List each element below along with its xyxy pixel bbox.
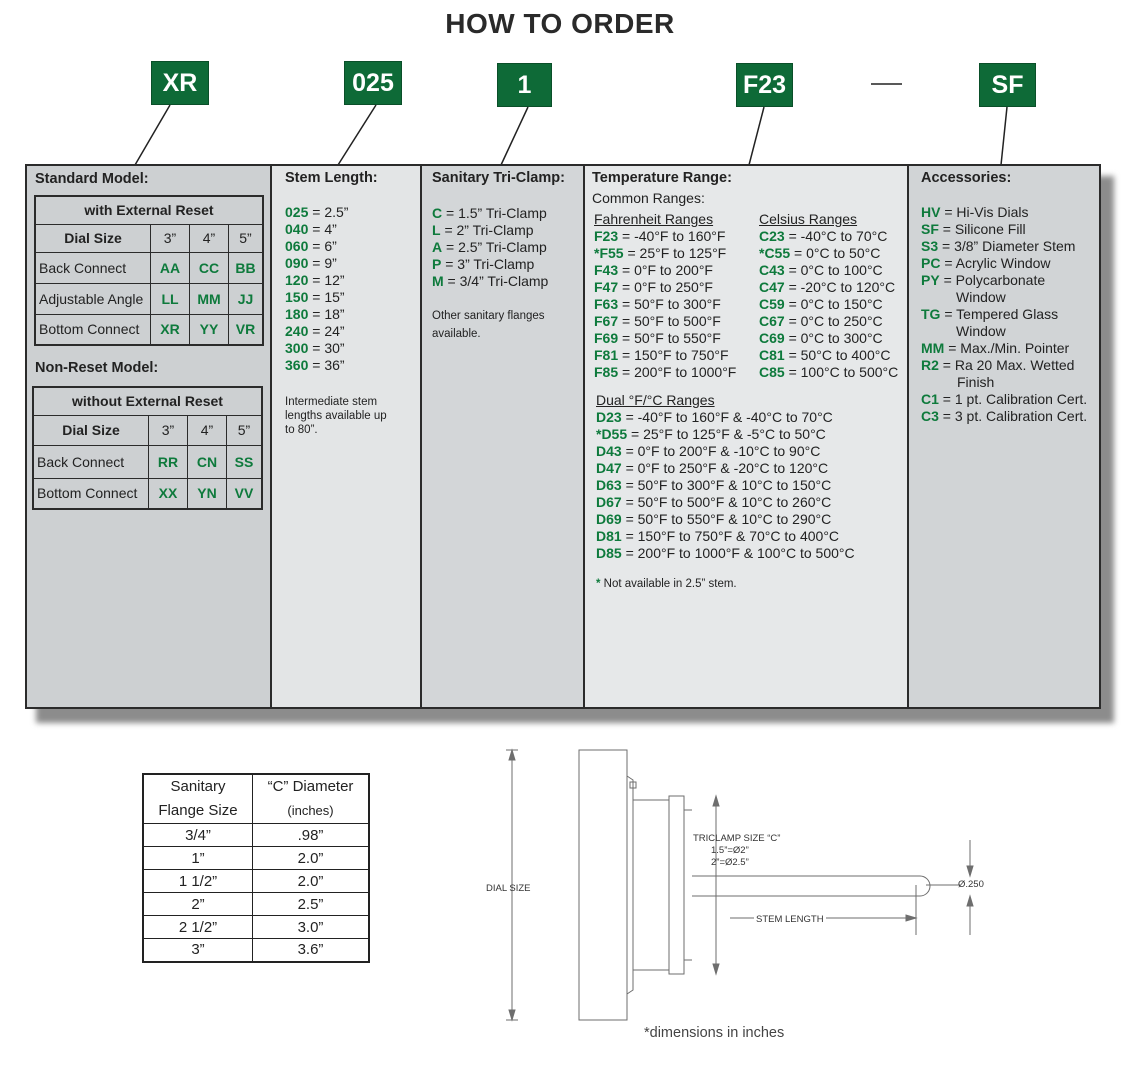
stem-heading: Stem Length:	[285, 170, 378, 186]
clamp-list	[432, 205, 548, 290]
accessory-item: TG = Tempered Glass	[921, 306, 1059, 322]
range-item: D67 = 50°F to 500°F & 10°C to 260°C	[596, 494, 832, 510]
stem-list	[285, 204, 348, 374]
flange-size-cell: 3/4”	[143, 824, 253, 847]
range-item: C85 = 100°C to 500°C	[759, 364, 899, 380]
gauge-drawing	[470, 740, 1030, 1040]
size-3: 3”	[149, 415, 188, 445]
clamp-heading: Sanitary Tri-Clamp:	[432, 170, 565, 186]
accessory-item: PY = Polycarbonate	[921, 272, 1046, 288]
stem-item: 360 = 36”	[285, 357, 345, 373]
stem-note: Intermediate stem lengths available up to 80”.	[285, 396, 387, 436]
flange-size-cell: 2”	[143, 893, 253, 916]
clamp-item: A = 2.5” Tri-Clamp	[432, 239, 547, 255]
range-item: C23 = -40°C to 70°C	[759, 228, 888, 244]
range-item: F23 = -40°F to 160°F	[594, 228, 726, 244]
standard-model-heading: Standard Model:	[35, 171, 149, 187]
range-item: C81 = 50°C to 400°C	[759, 347, 891, 363]
range-item: D47 = 0°F to 250°F & -20°C to 120°C	[596, 460, 829, 476]
model-code: AA	[151, 252, 190, 283]
model-code: BB	[229, 252, 264, 283]
flange-diameter-cell: 2.5”	[253, 893, 370, 916]
dial-size-label-drawing: DIAL SIZE	[486, 883, 531, 894]
dimensions-note: *dimensions in inches	[644, 1025, 785, 1041]
range-item: F69 = 50°F to 550°F	[594, 330, 721, 346]
row-label: Bottom Connect	[33, 478, 149, 509]
flange-size-cell: 1”	[143, 847, 253, 870]
fahrenheit-heading: Fahrenheit Ranges	[594, 211, 714, 227]
range-item: F43 = 0°F to 200°F	[594, 262, 713, 278]
accessories-list	[921, 204, 1087, 425]
code-box-clamp: 1	[497, 63, 552, 107]
code-box-range: F23	[736, 63, 793, 107]
stem-item: 025 = 2.5”	[285, 204, 349, 220]
accessory-item-continued: Finish	[957, 374, 995, 390]
nonreset-model-subheading: without External Reset	[33, 387, 262, 415]
model-code: XR	[151, 314, 190, 345]
stem-item: 040 = 4”	[285, 221, 337, 237]
range-item: C67 = 0°C to 250°C	[759, 313, 883, 329]
clamp-item: M = 3/4” Tri-Clamp	[432, 273, 549, 289]
row-label: Back Connect	[33, 445, 149, 478]
range-item: D81 = 150°F to 750°F & 70°C to 400°C	[596, 528, 840, 544]
range-item: D43 = 0°F to 200°F & -10°C to 90°C	[596, 443, 821, 459]
range-item: F63 = 50°F to 300°F	[594, 296, 721, 312]
size-5: 5”	[227, 415, 263, 445]
triclamp-label: TRICLAMP SIZE “C”	[693, 833, 781, 844]
model-code: JJ	[229, 283, 264, 314]
dial-size-label: Dial Size	[33, 415, 149, 445]
range-item: C69 = 0°C to 300°C	[759, 330, 883, 346]
range-item: D63 = 50°F to 300°F & 10°C to 150°C	[596, 477, 832, 493]
flange-size-cell: 2 1/2”	[143, 916, 253, 939]
clamp-note: Other sanitary flanges available.	[432, 310, 545, 340]
flange-size-cell: 1 1/2”	[143, 870, 253, 893]
accessories-heading: Accessories:	[921, 170, 1012, 186]
model-code: XX	[149, 478, 188, 509]
range-item: D23 = -40°F to 160°F & -40°C to 70°C	[596, 409, 833, 425]
accessory-item: MM = Max./Min. Pointer	[921, 340, 1070, 356]
stem-length-label: STEM LENGTH	[756, 914, 824, 925]
range-item: F67 = 50°F to 500°F	[594, 313, 721, 329]
nonreset-model-heading: Non-Reset Model:	[35, 360, 159, 376]
fahrenheit-list	[594, 228, 736, 381]
accessory-item-continued: Window	[956, 289, 1006, 305]
flange-diameter-cell: .98”	[253, 824, 370, 847]
flange-header-size: Sanitary Flange Size	[143, 774, 253, 824]
nonreset-model-table	[32, 386, 263, 510]
row-label: Adjustable Angle	[35, 283, 151, 314]
model-code: VV	[227, 478, 263, 509]
page-title: HOW TO ORDER	[445, 8, 675, 39]
model-code: SS	[227, 445, 263, 478]
range-item: F85 = 200°F to 1000°F	[594, 364, 737, 380]
stem-item: 060 = 6”	[285, 238, 337, 254]
row-label: Bottom Connect	[35, 314, 151, 345]
range-item: *F55 = 25°F to 125°F	[594, 245, 727, 261]
model-code: MM	[190, 283, 229, 314]
size-4: 4”	[188, 415, 227, 445]
stem-item: 090 = 9”	[285, 255, 337, 271]
row-label: Back Connect	[35, 252, 151, 283]
flange-diameter-cell: 3.6”	[253, 939, 370, 962]
flange-diameter-cell: 3.0”	[253, 916, 370, 939]
standard-model-table	[34, 195, 264, 346]
model-code: CC	[190, 252, 229, 283]
range-item: D85 = 200°F to 1000°F & 100°C to 500°C	[596, 545, 855, 561]
flange-header-diameter: “C” Diameter (inches)	[253, 774, 370, 824]
model-code: LL	[151, 283, 190, 314]
size-5: 5”	[229, 224, 264, 252]
flange-table	[142, 773, 370, 963]
dual-heading: Dual °F/°C Ranges	[596, 392, 715, 408]
stem-item: 240 = 24”	[285, 323, 345, 339]
range-item: C47 = -20°C to 120°C	[759, 279, 896, 295]
accessory-item: PC = Acrylic Window	[921, 255, 1051, 271]
range-item: C59 = 0°C to 150°C	[759, 296, 883, 312]
flange-diameter-cell: 2.0”	[253, 870, 370, 893]
stem-item: 180 = 18”	[285, 306, 345, 322]
stem-item: 120 = 12”	[285, 272, 345, 288]
flange-size-cell: 3”	[143, 939, 253, 962]
stem-item: 300 = 30”	[285, 340, 345, 356]
accessory-item: R2 = Ra 20 Max. Wetted	[921, 357, 1075, 373]
model-code: VR	[229, 314, 264, 345]
code-connector-lines	[0, 0, 1144, 180]
dial-size-label: Dial Size	[35, 224, 151, 252]
size-4: 4”	[190, 224, 229, 252]
code-box-model: XR	[151, 61, 209, 105]
size-3: 3”	[151, 224, 190, 252]
accessory-item: SF = Silicone Fill	[921, 221, 1026, 237]
clamp-item: C = 1.5” Tri-Clamp	[432, 205, 547, 221]
celsius-list	[759, 228, 898, 381]
range-item: D69 = 50°F to 550°F & 10°C to 290°C	[596, 511, 832, 527]
model-code: YY	[190, 314, 229, 345]
stem-item: 150 = 15”	[285, 289, 345, 305]
accessory-item: HV = Hi-Vis Dials	[921, 204, 1029, 220]
accessory-item: S3 = 3/8” Diameter Stem	[921, 238, 1076, 254]
code-box-accessory: SF	[979, 63, 1036, 107]
accessory-item: C1 = 1 pt. Calibration Cert.	[921, 391, 1088, 407]
stem-diameter-label: Ø.250	[958, 879, 984, 890]
celsius-heading: Celsius Ranges	[759, 211, 858, 227]
dual-list	[596, 409, 855, 562]
range-item: F47 = 0°F to 250°F	[594, 279, 713, 295]
code-box-stem: 025	[344, 61, 402, 105]
range-item: F81 = 150°F to 750°F	[594, 347, 729, 363]
common-ranges-label: Common Ranges:	[592, 190, 705, 206]
flange-diameter-cell: 2.0”	[253, 847, 370, 870]
clamp-item: L = 2” Tri-Clamp	[432, 222, 534, 238]
standard-model-subheading: with External Reset	[35, 196, 263, 224]
triclamp-size-a: 1.5”=Ø2”	[711, 845, 749, 856]
range-item: *D55 = 25°F to 125°F & -5°C to 50°C	[596, 426, 826, 442]
temperature-heading: Temperature Range:	[592, 170, 732, 186]
model-code: RR	[149, 445, 188, 478]
triclamp-size-b: 2”=Ø2.5”	[711, 857, 749, 868]
clamp-item: P = 3” Tri-Clamp	[432, 256, 535, 272]
range-item: *C55 = 0°C to 50°C	[759, 245, 881, 261]
range-item: C43 = 0°C to 100°C	[759, 262, 883, 278]
accessory-item: C3 = 3 pt. Calibration Cert.	[921, 408, 1088, 424]
temperature-footnote: * Not available in 2.5” stem.	[596, 578, 737, 590]
model-code: YN	[188, 478, 227, 509]
model-code: CN	[188, 445, 227, 478]
accessory-item-continued: Window	[956, 323, 1006, 339]
